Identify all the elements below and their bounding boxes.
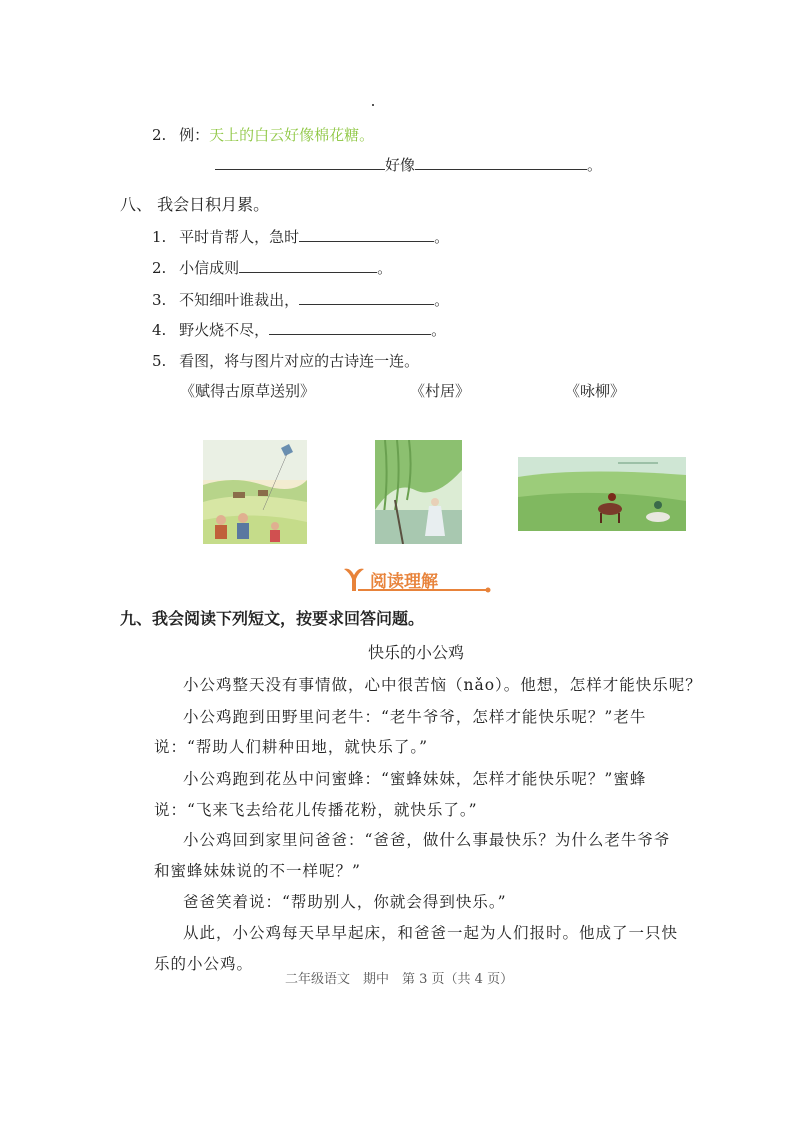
question-2: [152, 258, 392, 278]
section-9-title: 九、我会阅读下列短文，按要求回答问题。: [120, 609, 425, 628]
story-line: 小公鸡回到家里问爸爸：“爸爸，做什么事最快乐？为什么老牛爷爷: [183, 831, 671, 849]
question-number: 1.: [152, 228, 167, 246]
willow-illustration: [375, 440, 462, 544]
poem-title-1[interactable]: 《赋得古原草送别》: [180, 382, 316, 400]
story-title: 快乐的小公鸡: [368, 643, 465, 662]
question-number: 4.: [152, 321, 167, 339]
village-kites-illustration: [203, 440, 307, 544]
question-text: 不知细叶谁裁出，: [179, 291, 300, 309]
middle-word: 好像: [385, 156, 416, 174]
blank-line[interactable]: [215, 155, 385, 170]
question-3: [152, 290, 449, 310]
story-line: 小公鸡跑到花丛中问蜜蜂：“蜜蜂妹妹，怎样才能快乐呢？”蜜蜂: [183, 770, 647, 788]
item-2-example: [152, 125, 374, 145]
question-number: 3.: [152, 291, 167, 309]
end-mark: 。: [587, 156, 603, 174]
question-4: [152, 320, 446, 340]
section-8-title: 八、 我会日积月累。: [120, 195, 270, 214]
example-text: 天上的白云好像棉花糖。: [209, 126, 375, 144]
item-number: 2.: [152, 126, 167, 144]
blank-line[interactable]: [415, 155, 587, 170]
question-5: [152, 351, 419, 371]
picture-grassland-horses[interactable]: [518, 457, 686, 531]
item-2-fill-line: [215, 155, 602, 175]
question-text: 野火烧不尽，: [179, 321, 270, 339]
question-text: 小信成则: [179, 259, 240, 277]
answer-blank[interactable]: [299, 290, 434, 305]
question-number: 5.: [152, 352, 167, 370]
story-line: 说：“飞来飞去给花儿传播花粉，就快乐了。”: [154, 801, 478, 819]
question-1: [152, 227, 449, 247]
story-line: 从此，小公鸡每天早早起床，和爸爸一起为人们报时。他成了一只快: [183, 924, 679, 942]
end-mark: 。: [377, 259, 393, 277]
story-line: 爸爸笑着说：“帮助别人，你就会得到快乐。”: [183, 893, 507, 911]
example-label: 例：: [179, 126, 210, 144]
question-number: 2.: [152, 259, 167, 277]
story-line: 小公鸡整天没有事情做，心中很苦恼（nǎo）。他想，怎样才能快乐呢？: [183, 676, 702, 694]
banner-label: 阅读理解: [370, 572, 438, 592]
story-line: 乐的小公鸡。: [154, 955, 254, 973]
story-line: 小公鸡跑到田野里问老牛：“老牛爷爷，怎样才能快乐呢？”老牛: [183, 708, 647, 726]
reading-comprehension-banner: [340, 563, 492, 595]
poem-title-3[interactable]: 《咏柳》: [565, 382, 626, 400]
story-line: 和蜜蜂妹妹说的不一样呢？”: [154, 862, 361, 880]
poem-title-2[interactable]: 《村居》: [410, 382, 471, 400]
answer-blank[interactable]: [239, 258, 377, 273]
answer-blank[interactable]: [269, 320, 431, 335]
answer-blank[interactable]: [299, 227, 434, 242]
page-footer: 二年级语文 期中 第 3 页（共 4 页）: [285, 972, 514, 987]
end-mark: 。: [434, 228, 450, 246]
end-mark: 。: [431, 321, 447, 339]
story-line: 说：“帮助人们耕种田地，就快乐了。”: [154, 738, 429, 756]
end-mark: 。: [434, 291, 450, 309]
question-text: 平时肯帮人，急时: [179, 228, 300, 246]
picture-willow[interactable]: [375, 440, 462, 544]
grassland-horses-illustration: [518, 457, 686, 531]
scan-speck: [372, 104, 374, 106]
picture-village-kites[interactable]: [203, 440, 307, 544]
question-text: 看图，将与图片对应的古诗连一连。: [179, 352, 420, 370]
